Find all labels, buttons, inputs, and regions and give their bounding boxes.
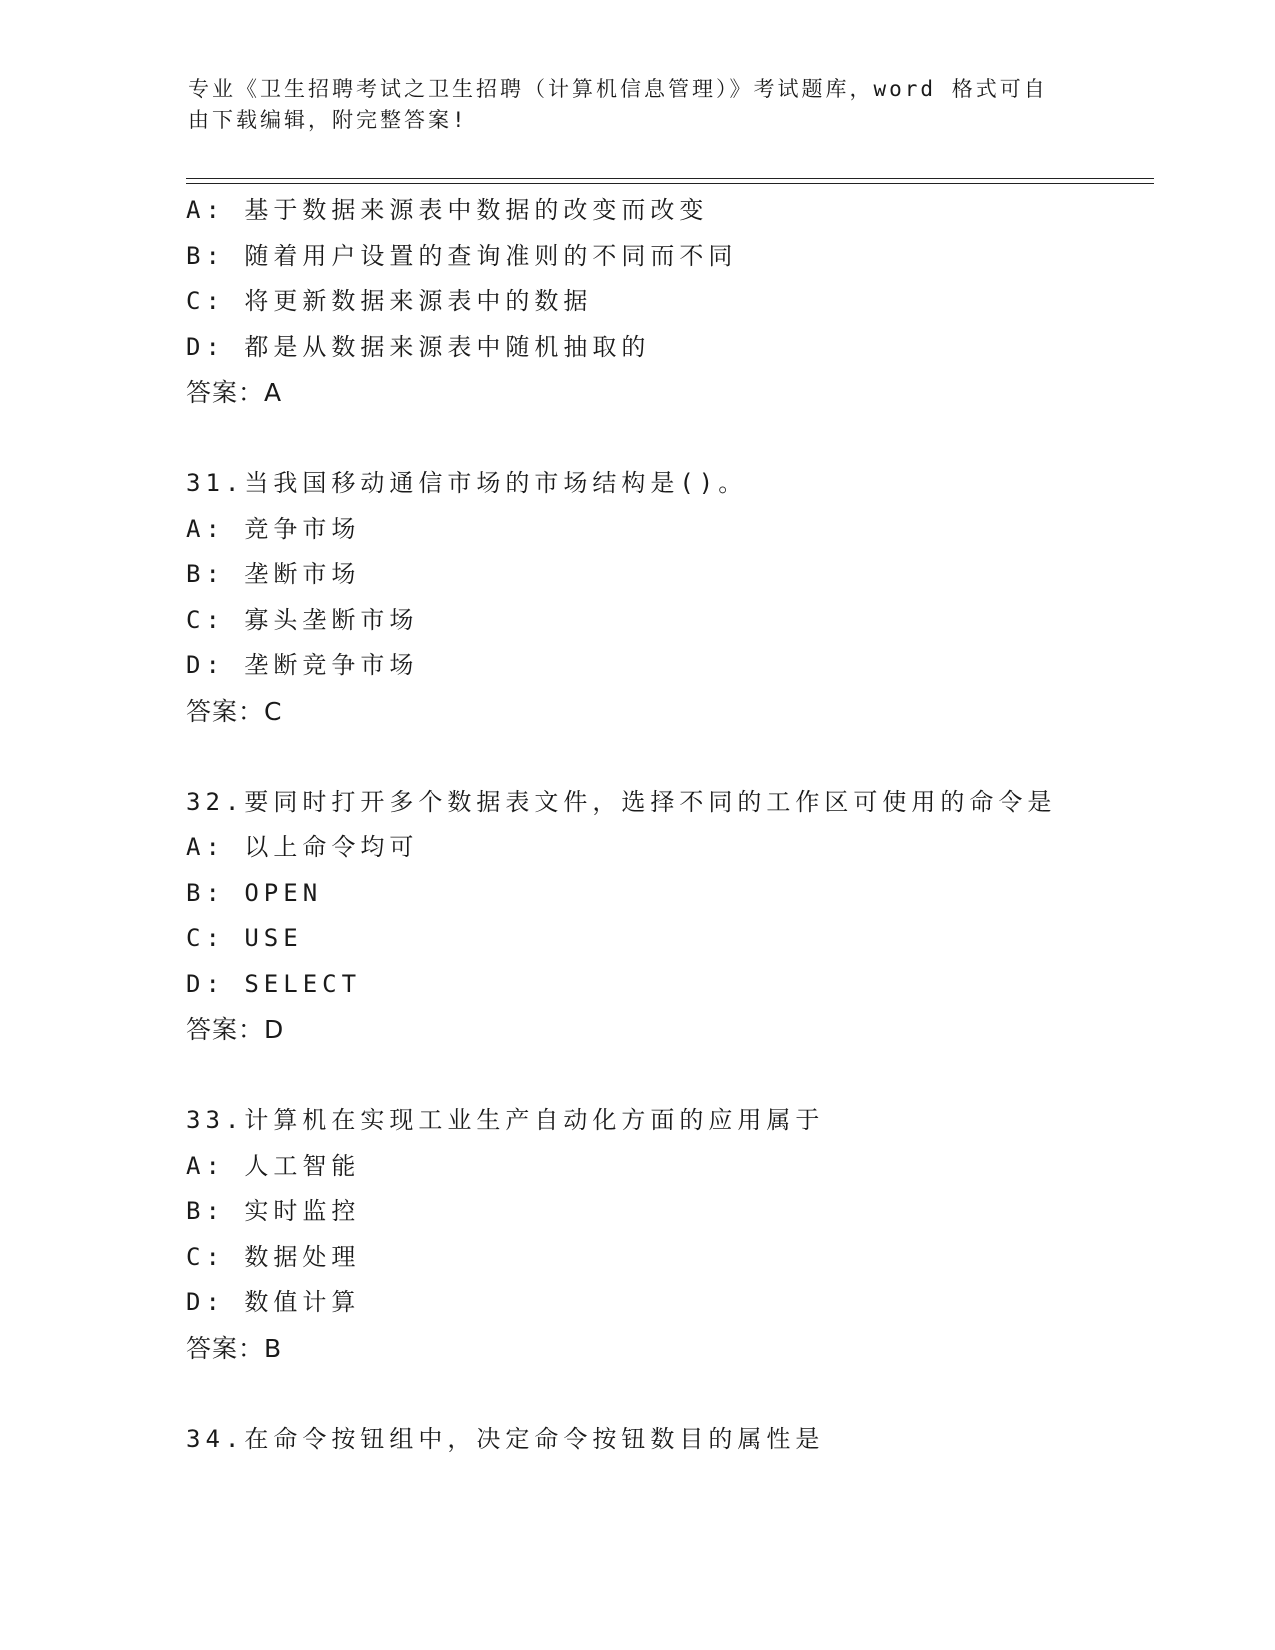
answer-line: 答案：B <box>186 1333 283 1363</box>
option-c: C: USE <box>186 924 303 952</box>
answer-line: 答案：A <box>186 378 283 407</box>
option-d: D: SELECT <box>186 969 362 998</box>
spacer <box>186 1053 1146 1099</box>
question-block-32 <box>186 780 1146 1053</box>
option-d: D: 都是从数据来源表中随机抽取的 <box>186 332 651 361</box>
option-a: A: 基于数据来源表中数据的改变而改变 <box>186 196 709 224</box>
option-b: B: 垄断市场 <box>186 560 361 588</box>
option-a: A: 以上命令均可 <box>186 833 419 861</box>
option-a: A: 竞争市场 <box>186 514 361 543</box>
question-block-33 <box>186 1098 1146 1371</box>
question-text: 33.计算机在实现工业生产自动化方面的应用属于 <box>186 1106 825 1134</box>
spacer <box>186 416 1146 462</box>
option-c: C: 数据处理 <box>186 1242 361 1271</box>
document-header: 专业《卫生招聘考试之卫生招聘（计算机信息管理）》考试题库，word 格式可自由下载编辑，附完整答案! <box>188 77 1048 132</box>
question-block-prev <box>186 188 1146 416</box>
header-rule-top <box>186 178 1154 179</box>
header-rule-bottom <box>186 183 1154 184</box>
question-block-31 <box>186 461 1146 734</box>
question-text: 31.当我国移动通信市场的市场结构是()。 <box>186 469 748 497</box>
question-block-34 <box>186 1417 1146 1463</box>
spacer <box>186 1371 1146 1417</box>
option-c: C: 寡头垄断市场 <box>186 605 419 634</box>
option-d: D: 垄断竞争市场 <box>186 651 419 679</box>
answer-line: 答案：D <box>186 1015 285 1044</box>
answer-line: 答案：C <box>186 696 283 726</box>
option-a: A: 人工智能 <box>186 1151 361 1180</box>
option-b: B: OPEN <box>186 878 323 907</box>
option-b: B: 随着用户设置的查询准则的不同而不同 <box>186 241 738 270</box>
option-d: D: 数值计算 <box>186 1288 361 1316</box>
spacer <box>186 734 1146 780</box>
question-text: 32.要同时打开多个数据表文件，选择不同的工作区可使用的命令是 <box>186 787 1057 816</box>
option-b: B: 实时监控 <box>186 1197 361 1225</box>
option-c: C: 将更新数据来源表中的数据 <box>186 287 593 315</box>
question-list <box>186 188 1146 1462</box>
question-text: 34.在命令按钮组中，决定命令按钮数目的属性是 <box>186 1424 825 1453</box>
